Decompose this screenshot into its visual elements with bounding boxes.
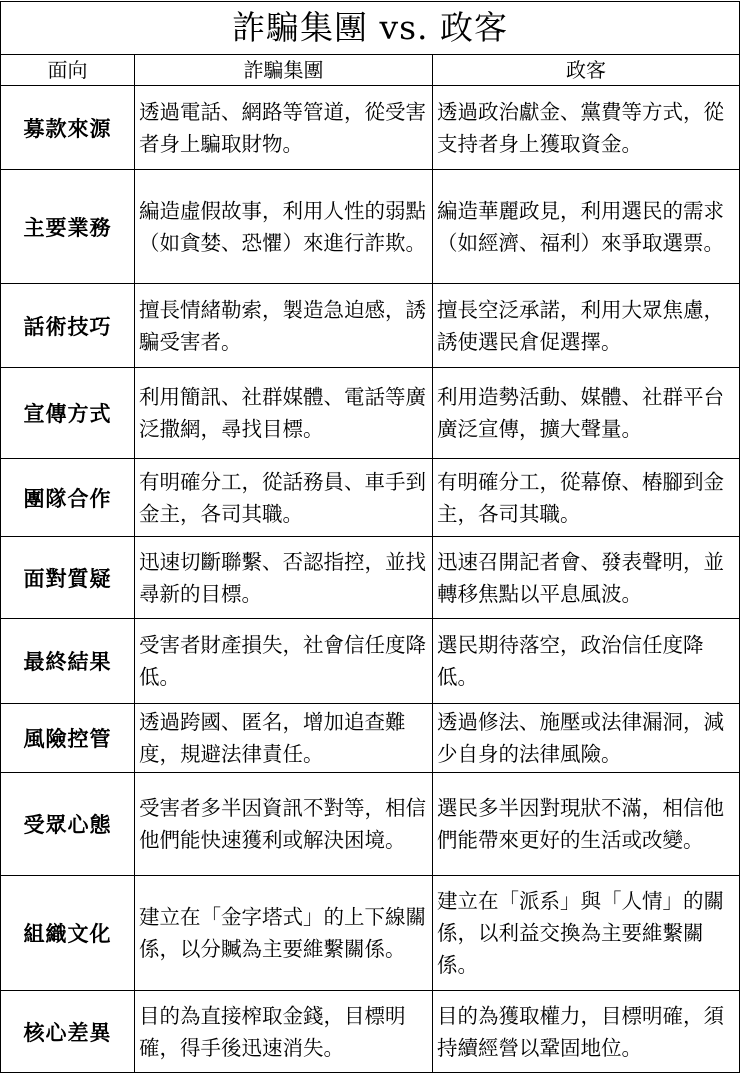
header-aspect: 面向 [1,55,135,86]
row-politician-text: 透過修法、施壓或法律漏洞，減少自身的法律風險。 [433,704,740,773]
row-scam-text: 利用簡訊、社群媒體、電話等廣泛撒網，尋找目標。 [135,368,433,459]
table-row [1,459,740,537]
table-row [1,876,740,991]
row-scam-text: 有明確分工，從話務員、車手到金主，各司其職。 [135,459,433,537]
table-row [1,619,740,704]
comparison-table [0,1,740,1073]
row-scam-text: 建立在「金字塔式」的上下線關係，以分贓為主要維繫關係。 [135,876,433,991]
row-aspect: 組織文化 [1,876,135,991]
row-politician-text: 擅長空泛承諾，利用大眾焦慮，誘使選民倉促選擇。 [433,284,740,368]
row-scam-text: 迅速切斷聯繫、否認指控，並找尋新的目標。 [135,537,433,619]
row-scam-text: 目的為直接榨取金錢，目標明確，得手後迅速消失。 [135,991,433,1073]
row-aspect: 最終結果 [1,619,135,704]
row-politician-text: 選民期待落空，政治信任度降低。 [433,619,740,704]
table-row [1,537,740,619]
row-scam-text: 透過跨國、匿名，增加追查難度，規避法律責任。 [135,704,433,773]
row-politician-text: 迅速召開記者會、發表聲明，並轉移焦點以平息風波。 [433,537,740,619]
row-aspect: 面對質疑 [1,537,135,619]
header-row [1,55,740,86]
table-row [1,773,740,876]
row-scam-text: 編造虛假故事，利用人性的弱點（如貪婪、恐懼）來進行詐欺。 [135,170,433,284]
title-row [1,2,740,55]
row-scam-text: 受害者多半因資訊不對等，相信他們能快速獲利或解決困境。 [135,773,433,876]
row-scam-text: 受害者財產損失，社會信任度降低。 [135,619,433,704]
comparison-sheet [0,1,740,1069]
table-row [1,991,740,1073]
table-row [1,704,740,773]
row-aspect: 宣傳方式 [1,368,135,459]
row-aspect: 風險控管 [1,704,135,773]
row-politician-text: 利用造勢活動、媒體、社群平台廣泛宣傳，擴大聲量。 [433,368,740,459]
table-row [1,170,740,284]
row-aspect: 話術技巧 [1,284,135,368]
row-politician-text: 編造華麗政見，利用選民的需求（如經濟、福利）來爭取選票。 [433,170,740,284]
header-politician: 政客 [433,55,740,86]
table-row [1,86,740,170]
row-politician-text: 建立在「派系」與「人情」的關係，以利益交換為主要維繫關係。 [433,876,740,991]
row-aspect: 受眾心態 [1,773,135,876]
row-scam-text: 擅長情緒勒索，製造急迫感，誘騙受害者。 [135,284,433,368]
row-aspect: 核心差異 [1,991,135,1073]
row-aspect: 團隊合作 [1,459,135,537]
row-politician-text: 選民多半因對現狀不滿，相信他們能帶來更好的生活或改變。 [433,773,740,876]
row-politician-text: 目的為獲取權力，目標明確，須持續經營以鞏固地位。 [433,991,740,1073]
table-row [1,284,740,368]
table-row [1,368,740,459]
table-title: 詐騙集團 vs. 政客 [1,2,740,55]
row-scam-text: 透過電話、網路等管道，從受害者身上騙取財物。 [135,86,433,170]
row-aspect: 募款來源 [1,86,135,170]
row-politician-text: 有明確分工，從幕僚、樁腳到金主，各司其職。 [433,459,740,537]
row-aspect: 主要業務 [1,170,135,284]
row-politician-text: 透過政治獻金、黨費等方式，從支持者身上獲取資金。 [433,86,740,170]
header-scam-group: 詐騙集團 [135,55,433,86]
